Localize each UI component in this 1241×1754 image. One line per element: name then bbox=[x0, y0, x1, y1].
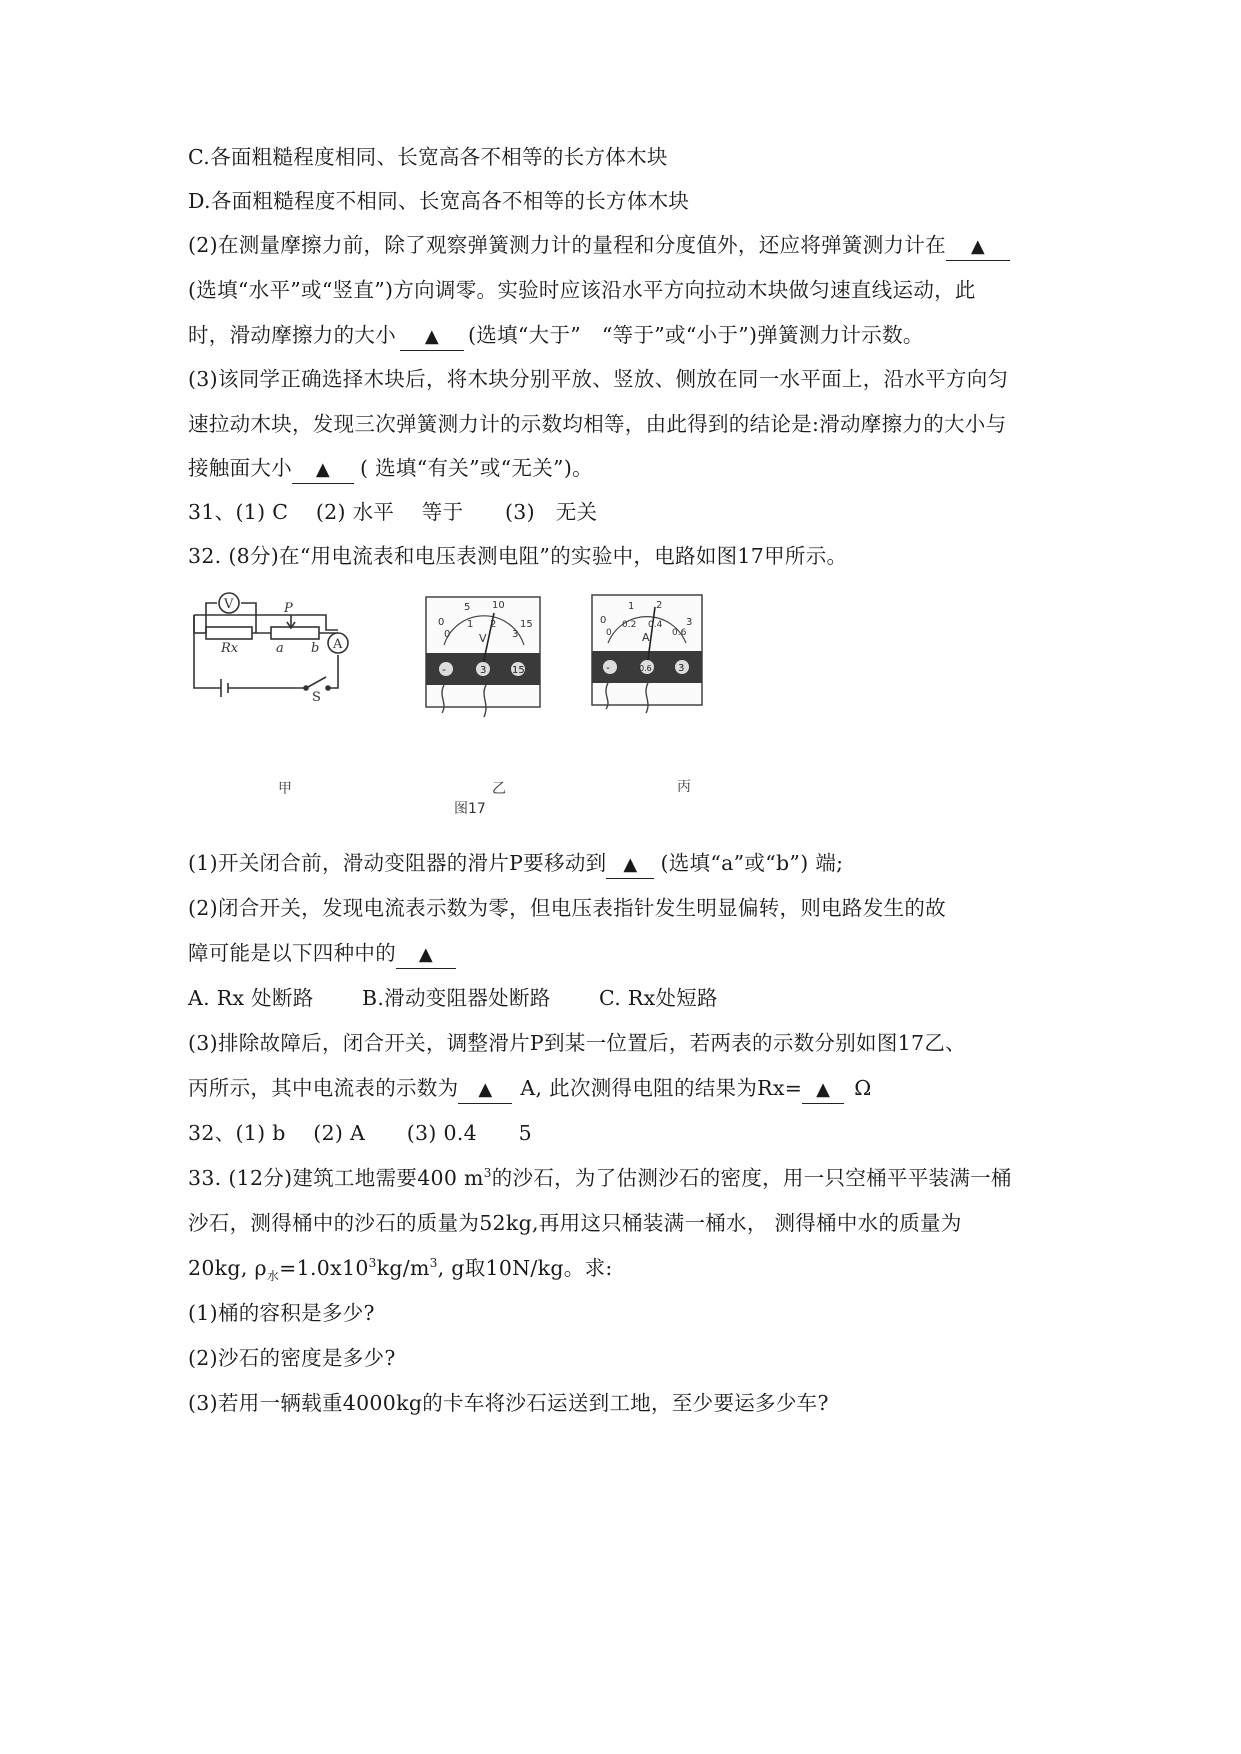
q33-text-3a: 20kg, ρ bbox=[188, 1256, 267, 1280]
q32-part3-text-b3: Ω bbox=[854, 1076, 872, 1100]
q33-text-3c: kg/m bbox=[376, 1256, 430, 1280]
amp-tick-bottom: 0.2 bbox=[622, 620, 637, 630]
q31-option-c: C.各面粗糙程度相同、长宽高各不相等的长方体木块 bbox=[188, 145, 668, 169]
voltmeter-label: V bbox=[224, 597, 234, 612]
volt-terminal: - bbox=[442, 663, 446, 676]
q32-answer: 32、(1) b (2) A (3) 0.4 5 bbox=[188, 1121, 532, 1145]
answer-blank bbox=[292, 455, 354, 484]
volt-terminal: 15 bbox=[512, 665, 525, 676]
figure-label-bing: 丙 bbox=[677, 779, 691, 795]
q32-part2-line1: (2)闭合开关，发现电流表示数为零，但电压表指针发生明显偏转，则电路发生的故 bbox=[188, 896, 946, 920]
q33-text-3d: , g取10N/kg。求: bbox=[437, 1256, 613, 1280]
point-b-label: b bbox=[311, 641, 320, 656]
q33-sup-3: 3 bbox=[429, 1256, 438, 1271]
q33-text-3b: =1.0x10 bbox=[279, 1256, 369, 1280]
amp-tick-bottom: 0 bbox=[606, 628, 612, 638]
voltmeter-dial bbox=[426, 597, 540, 717]
q32-stem: 32. (8分)在“用电流表和电压表测电阻”的实验中，电路如图17甲所示。 bbox=[188, 544, 848, 568]
answer-blank bbox=[458, 1075, 512, 1104]
figure-caption: 图17 bbox=[454, 801, 486, 817]
q33-sub-water: 水 bbox=[266, 1269, 280, 1284]
q33-sub-question-1: (1)桶的容积是多少? bbox=[188, 1301, 375, 1325]
amp-unit: A bbox=[642, 631, 650, 644]
q31-part2-line3 bbox=[188, 320, 924, 351]
answer-blank bbox=[396, 940, 456, 969]
q32-options: A. Rx 处断路 B.滑动变阻器处断路 C. Rx处短路 bbox=[188, 986, 718, 1010]
figure-label-yi: 乙 bbox=[492, 781, 506, 797]
q32-part1-line bbox=[188, 848, 843, 879]
answer-blank bbox=[400, 322, 464, 351]
volt-tick-bottom: 3 bbox=[512, 629, 519, 640]
point-a-label: a bbox=[276, 641, 284, 656]
q31-part2-line2: (选填“水平”或“竖直”)方向调零。实验时应该沿水平方向拉动木块做匀速直线运动，此 bbox=[188, 278, 976, 302]
q31-part3-line1: (3)该同学正确选择木块后，将木块分别平放、竖放、侧放在同一水平面上，沿水平方向匀 bbox=[188, 367, 1009, 391]
amp-terminal: 0.6 bbox=[639, 664, 652, 673]
triangle-icon: ▲ bbox=[816, 1079, 831, 1100]
q31-part2-text-c2: (选填“大于” “等于”或“小于”)弹簧测力计示数。 bbox=[468, 323, 924, 347]
q33-line3 bbox=[188, 1253, 613, 1283]
volt-tick-top: 5 bbox=[464, 602, 471, 613]
q31-part3-line3 bbox=[188, 453, 593, 484]
q33-text-1b: 的沙石，为了估测沙石的密度，用一只空桶平平装满一桶 bbox=[491, 1166, 1012, 1190]
triangle-icon: ▲ bbox=[970, 236, 986, 257]
q33-sup-1: 3 bbox=[483, 1166, 492, 1181]
volt-tick-top: 15 bbox=[520, 619, 533, 630]
q31-part2-line1 bbox=[188, 230, 1010, 261]
volt-tick-bottom: 2 bbox=[490, 619, 497, 630]
triangle-icon: ▲ bbox=[478, 1079, 493, 1100]
triangle-icon: ▲ bbox=[315, 459, 331, 480]
triangle-icon: ▲ bbox=[418, 944, 434, 965]
volt-tick-bottom: 0 bbox=[444, 629, 451, 640]
q33-text-1a: 33. (12分)建筑工地需要400 m bbox=[188, 1166, 484, 1190]
amp-tick-bottom: 0.6 bbox=[672, 628, 687, 638]
resistor-rx-label: Rx bbox=[221, 641, 239, 656]
q31-part3-text-c1: 接触面大小 bbox=[188, 456, 292, 480]
q33-sup-2: 3 bbox=[368, 1256, 377, 1271]
q31-part3-text-c2: ( 选填“有关”或“无关”)。 bbox=[360, 456, 593, 480]
volt-unit: V bbox=[479, 632, 487, 645]
q31-answer: 31、(1) C (2) 水平 等于 (3) 无关 bbox=[188, 500, 598, 524]
answer-blank bbox=[606, 850, 654, 879]
q32-part3-line1: (3)排除故障后，闭合开关，调整滑片P到某一位置后，若两表的示数分别如图17乙、 bbox=[188, 1031, 966, 1055]
amp-tick-top: 3 bbox=[686, 617, 693, 628]
figure-17 bbox=[186, 585, 746, 730]
answer-blank bbox=[802, 1075, 844, 1104]
q33-sub-question-3: (3)若用一辆载重4000kg的卡车将沙石运送到工地，至少要运多少车? bbox=[188, 1391, 829, 1415]
amp-terminal: - bbox=[606, 661, 610, 674]
amp-terminal: 3 bbox=[678, 663, 685, 674]
q33-line1 bbox=[188, 1163, 1012, 1193]
amp-tick-top: 2 bbox=[656, 600, 663, 611]
triangle-icon: ▲ bbox=[623, 854, 638, 875]
q32-part3-line2 bbox=[188, 1073, 872, 1104]
volt-tick-top: 0 bbox=[438, 617, 445, 628]
q32-part2-text-b: 障可能是以下四种中的 bbox=[188, 941, 396, 965]
figure-label-jia: 甲 bbox=[278, 781, 292, 797]
slider-p-label: P bbox=[284, 601, 293, 616]
q32-part3-text-b1: 丙所示，其中电流表的示数为 bbox=[188, 1076, 459, 1100]
volt-tick-bottom: 1 bbox=[467, 619, 474, 630]
switch-s-label: S bbox=[312, 690, 321, 705]
ammeter-label: A bbox=[333, 637, 343, 652]
q32-part2-line2 bbox=[188, 938, 456, 969]
amp-tick-top: 1 bbox=[628, 601, 635, 612]
amp-tick-bottom: 0.4 bbox=[648, 620, 663, 630]
q32-part1-text-b: (选填“a”或“b”) 端; bbox=[660, 851, 844, 875]
q32-part1-text-a: (1)开关闭合前，滑动变阻器的滑片P要移动到 bbox=[188, 851, 607, 875]
amp-tick-top: 0 bbox=[600, 615, 607, 626]
ammeter-dial bbox=[592, 595, 702, 713]
answer-blank bbox=[946, 232, 1010, 261]
q32-part3-text-b2: A, 此次测得电阻的结果为Rx= bbox=[520, 1076, 803, 1100]
q31-part2-text-a: (2)在测量摩擦力前，除了观察弹簧测力计的量程和分度值外，还应将弹簧测力计在 bbox=[188, 233, 946, 257]
triangle-icon: ▲ bbox=[424, 326, 440, 347]
q31-part3-line2: 速拉动木块，发现三次弹簧测力计的示数均相等，由此得到的结论是:滑动摩擦力的大小与 bbox=[188, 412, 1007, 436]
volt-tick-top: 10 bbox=[492, 600, 505, 611]
q33-line2: 沙石，测得桶中的沙石的质量为52kg,再用这只桶装满一桶水， 测得桶中水的质量为 bbox=[188, 1211, 962, 1235]
q31-option-d: D.各面粗糙程度不相同、长宽高各不相等的长方体木块 bbox=[188, 189, 690, 213]
volt-terminal: 3 bbox=[480, 665, 487, 676]
q31-part2-text-c1: 时，滑动摩擦力的大小 bbox=[188, 323, 396, 347]
q33-sub-question-2: (2)沙石的密度是多少? bbox=[188, 1346, 396, 1370]
